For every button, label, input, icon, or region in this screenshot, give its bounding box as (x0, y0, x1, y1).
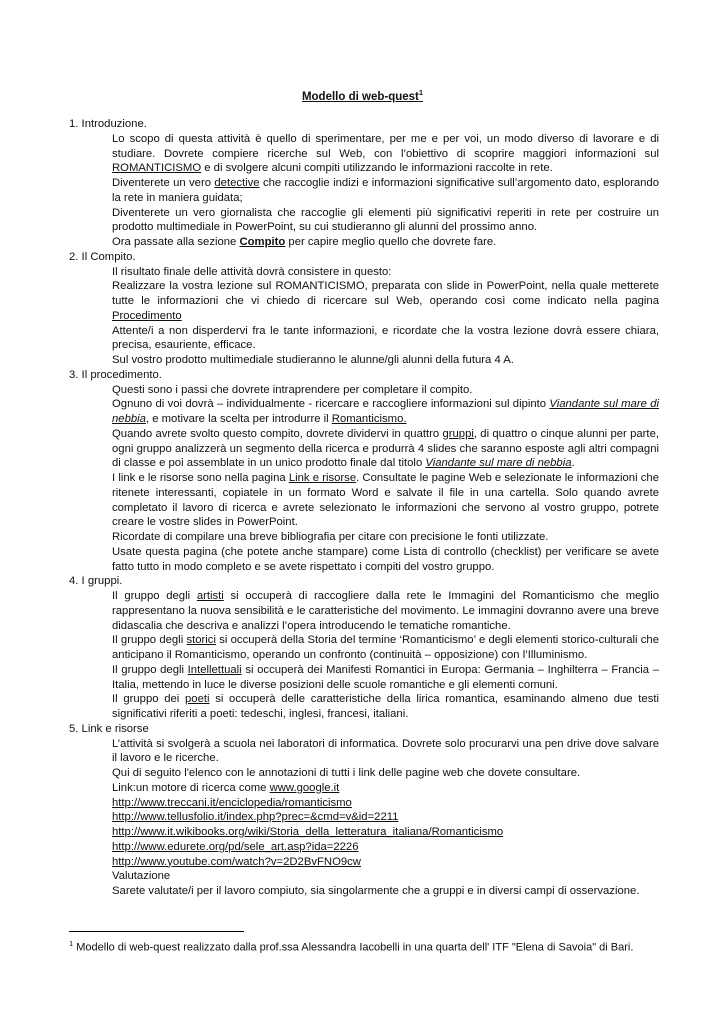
section-heading-link-risorse: 5. Link e risorse (69, 722, 149, 735)
section-heading-procedimento: 3. Il procedimento. (69, 368, 162, 381)
link-e-risorse-link[interactable]: Link e risorse (288, 472, 357, 484)
viandante-link-2[interactable]: Viandante sul mare di nebbia (425, 457, 572, 470)
romanticismo-link[interactable]: ROMANTICISMO (112, 162, 202, 175)
valutazione-heading: Valutazione (112, 870, 171, 883)
document-body (69, 117, 659, 899)
footnote (69, 937, 633, 955)
section-heading-gruppi: 4. I gruppi. (69, 575, 123, 588)
section-heading-compito: 2. Il Compito. (69, 250, 136, 263)
link-treccani[interactable]: http://www.treccani.it/enciclopedia/romanticismo (112, 796, 352, 809)
google-link[interactable]: www.google.it (269, 781, 340, 794)
procedimento-paragraph-1: Questi sono i passi che dovrete intraprendere per completare il compito. (112, 383, 473, 396)
detective-link[interactable]: detective (214, 177, 260, 189)
procedimento-paragraph-6: Usate questa pagina (che potete anche stampare) come Lista di controllo (checklist) per verificare se avete fatto tutto in modo completo e se avete rispettato i compiti del vostro gruppo. (112, 545, 659, 573)
link-tellusfolio[interactable]: http://www.tellusfolio.it/index.php?prec=&cmd=v&id=2211 (112, 811, 399, 824)
footnote-mark: 1 (69, 939, 74, 948)
footnote-separator (69, 931, 244, 932)
intellettuali-link[interactable]: Intellettuali (187, 663, 242, 676)
gruppi-paragraph-poeti: Il gruppo dei poeti si occuperà delle caratteristiche della lirica romantica, esaminando almeno due testi significativi riferiti a poeti: tedeschi, inglesi, francesi, italiani. (112, 693, 659, 720)
viandante-link[interactable]: Viandante sul mare di nebbia (112, 398, 659, 425)
compito-paragraph-3: Attente/i a non disperdervi fra le tante informazioni, e ricordate che la vostra lezione dovrà essere chiara, precisa, esauriente, efficace. (112, 324, 659, 352)
intro-paragraph-4: Ora passate alla sezione Compito per capire meglio quello che dovrete fare. (112, 236, 497, 248)
artisti-link[interactable]: artisti (196, 590, 224, 602)
compito-paragraph-1: Il risultato finale delle attività dovrà consistere in questo: (112, 265, 392, 278)
gruppi-paragraph-storici: Il gruppo degli storici si occuperà della Storia del termine ‘Romanticismo’ e degli elementi storico-culturali che anticipano il Romanticismo, operando un confronto (continuità – opposizione) con l’Illuminismo. (112, 634, 659, 661)
compito-paragraph-4: Sul vostro prodotto multimediale studieranno le alunne/gli alunni della futura 4 A. (112, 354, 514, 366)
procedimento-link[interactable]: Procedimento (112, 309, 182, 322)
compito-link[interactable]: Compito (239, 236, 286, 248)
romanticismo-link-2[interactable]: Romanticismo. (331, 413, 407, 425)
search-engine-line: Link:un motore di ricerca come www.google.it (112, 781, 340, 794)
procedimento-paragraph-2: Ognuno di voi dovrà – individualmente - ricercare e raccogliere informazioni sul dipinto Viandante sul mare di nebbia, e motivare la scelta per introdurre il Romanticismo. (112, 398, 659, 425)
procedimento-paragraph-4: I link e le risorse sono nella pagina Link e risorse. Consultate le pagine Web e selezionate le informazioni che ritenete interessanti, copiatele in un formato Word e salvate il file in una cartella. Solo quando avrete completato il lavoro di ricerca e avrete selezionato le informazioni che servono al vostro gruppo, potrete creare le vostre slides in PowerPoint. (112, 472, 659, 529)
title-text: Modello di web-quest (301, 90, 419, 103)
poeti-link[interactable]: poeti (185, 693, 210, 706)
footnote-text: Modello di web-quest realizzato dalla prof.ssa Alessandra Iacobelli in una quarta dell' ITF "Elena di Savoia" di Bari. (73, 941, 634, 954)
risorse-paragraph-1: L’attività si svolgerà a scuola nei laboratori di informatica. Dovrete solo procurarvi una pen drive dove salvare il lavoro e le ricerche. (112, 737, 659, 765)
link-youtube[interactable]: http://www.youtube.com/watch?v=2D2BvFNO9cw (112, 855, 361, 868)
intro-paragraph-1: Lo scopo di questa attività è quello di sperimentare, per me e per voi, un modo diverso di lavorare e di studiare. Dovrete compiere ricerche sul Web, con l’obiettivo di scoprire maggiori informazioni sul ROMANTICISMO e di svolgere alcuni compiti utilizzando le informazioni raccolte in rete. (112, 132, 659, 175)
procedimento-paragraph-3: Quando avrete svolto questo compito, dovrete dividervi in quattro gruppi, di quattro o cinque alunni per parte, ogni gruppo analizzerà un segmento della ricerca e produrrà 4 slides che saranno esposte agli altri compagni di classe e poi assemblate in un unico prodotto finale dal titolo Viandante sul mare di nebbia. (112, 427, 659, 470)
page-title (0, 88, 725, 103)
intro-paragraph-2: Diventerete un vero detective che raccoglie indizi e informazioni significative sull’argomento dato, esplorando la rete in maniera guidata; (112, 177, 659, 204)
gruppi-paragraph-intellettuali: Il gruppo degli Intellettuali si occuperà dei Manifesti Romantici in Europa: Germania – Inghilterra – Francia – Italia, mettendo in luce le diverse posizioni delle scuole romantiche e gli elementi comuni. (112, 663, 659, 691)
valutazione-paragraph: Sarete valutate/i per il lavoro compiuto, sia singolarmente che a gruppi e in diversi campi di osservazione. (112, 885, 640, 897)
compito-paragraph-2: Realizzare la vostra lezione sul ROMANTICISMO, preparata con slide in PowerPoint, nella quale metterete tutte le informazioni che vi chiedo di ricercare sul Web, operando così come indicato nella pagina Procedimento (112, 280, 659, 322)
title-footnote-ref: 1 (418, 88, 424, 97)
storici-link[interactable]: storici (186, 634, 216, 647)
link-edurete[interactable]: http://www.edurete.org/pd/sele_art.asp?ida=2226 (112, 840, 359, 853)
gruppi-paragraph-artisti: Il gruppo degli artisti si occuperà di raccogliere dalla rete le Immagini del Romanticismo che meglio rappresentano la nuova sensibilità e le caratteristiche del movimento. Le immagini dovranno avere una breve didascalia che descriva e analizzi l’opera introducendo le tematiche romantiche. (112, 590, 660, 632)
section-heading-introduzione: 1. Introduzione. (69, 118, 147, 130)
intro-paragraph-3: Diventerete un vero giornalista che raccoglie gli elementi più significativi reperiti in rete per costruire un prodotto multimediale in PowerPoint, su cui studieranno gli alunni del prossimo anno. (112, 206, 659, 234)
risorse-paragraph-2: Qui di seguito l'elenco con le annotazioni di tutti i link delle pagine web che dovete consultare. (112, 767, 581, 779)
procedimento-paragraph-5: Ricordate di compilare una breve bibliografia per citare con precisione le fonti utilizzate. (112, 531, 549, 543)
link-wikibooks[interactable]: http://www.it.wikibooks.org/wiki/Storia_della_letteratura_italiana/Romanticismo (112, 826, 504, 838)
gruppi-link[interactable]: gruppi, (442, 427, 478, 440)
